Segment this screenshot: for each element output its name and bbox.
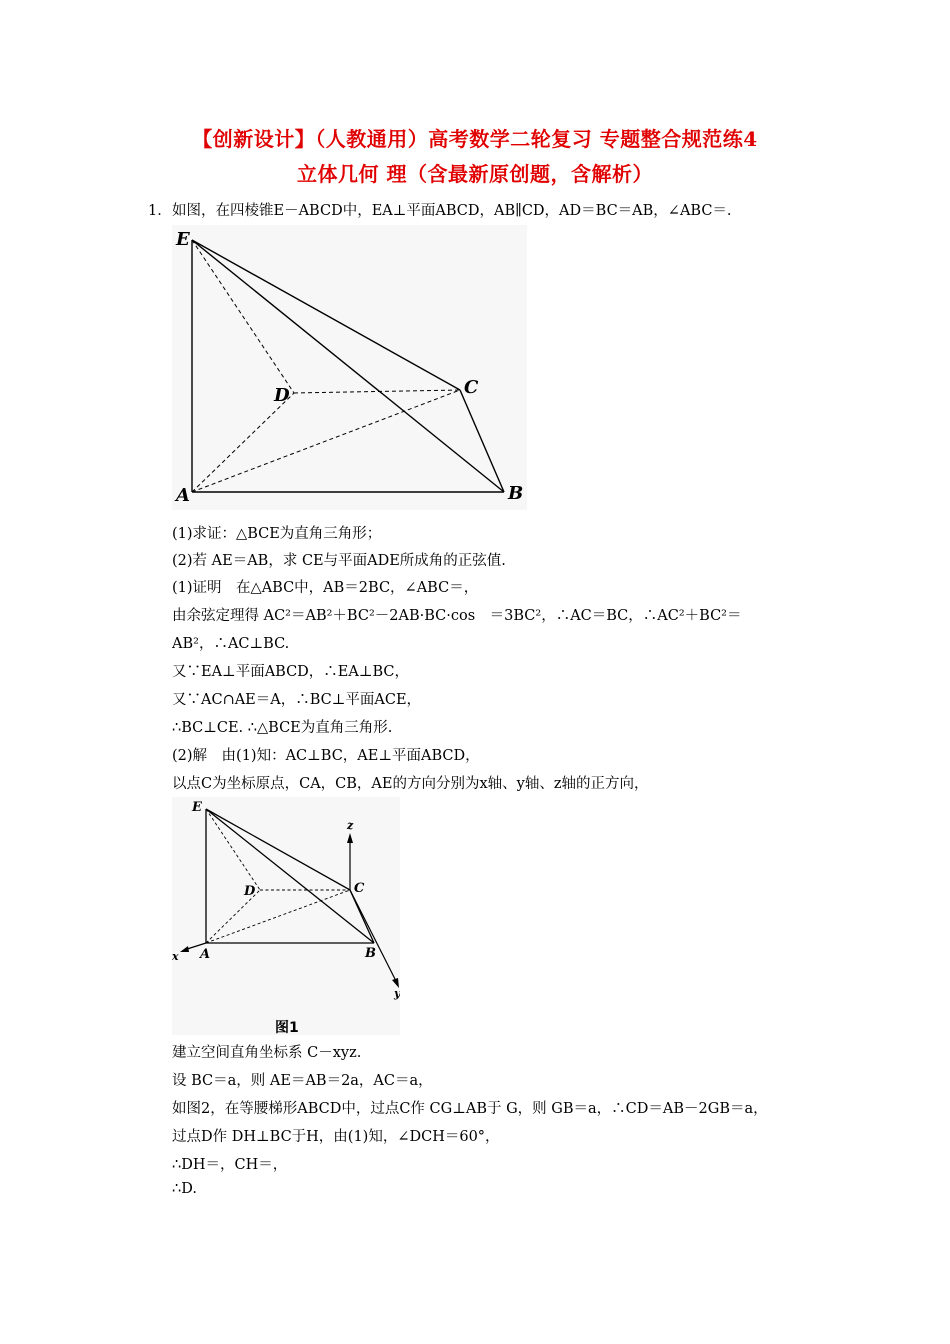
line-12: 设 BC＝a，则 AE＝AB＝2a，AC＝a，: [172, 1073, 433, 1089]
line-6: 又∵EA⊥平面ABCD，∴EA⊥BC，: [172, 664, 410, 680]
label-z: z: [347, 819, 354, 832]
line-1: (1)求证：△BCE为直角三角形；: [172, 526, 382, 542]
label-E: E: [192, 800, 202, 815]
problem-number: 1．: [148, 203, 172, 219]
line-7: 又∵AC∩AE＝A，∴BC⊥平面ACE，: [172, 692, 422, 708]
label-E: E: [176, 229, 190, 250]
line-8: ∴BC⊥CE. ∴△BCE为直角三角形.: [172, 720, 393, 736]
line-15: ∴DH＝，CH＝，: [172, 1157, 288, 1173]
problem-statement: 如图，在四棱锥E－ABCD中，EA⊥平面ABCD，AB∥CD，AD＝BC＝AB，∠ABC＝.: [172, 203, 732, 219]
label-B: B: [508, 483, 524, 504]
label-C: C: [354, 881, 365, 896]
line-3: (1)证明 在△ABC中，AB＝2BC，∠ABC＝，: [172, 580, 479, 596]
label-C: C: [464, 377, 479, 398]
line-11: 建立空间直角坐标系 C－xyz.: [172, 1045, 362, 1061]
line-10: 以点C为坐标原点，CA，CB，AE的方向分别为x轴、y轴、z轴的正方向，: [172, 776, 649, 792]
figure-caption: 图1: [275, 1020, 299, 1036]
label-B: B: [365, 946, 376, 961]
title-line-1: 【创新设计】（人教通用）高考数学二轮复习 专题整合规范练4: [192, 127, 758, 151]
line-2: (2)若 AE＝AB，求 CE与平面ADE所成角的正弦值.: [172, 553, 506, 569]
pyramid-figure: [172, 225, 527, 510]
label-D: D: [244, 884, 256, 899]
line-13: 如图2，在等腰梯形ABCD中，过点C作 CG⊥AB于 G，则 GB＝a，∴CD＝AB－2GB＝a，: [172, 1101, 768, 1117]
label-x: x: [172, 950, 179, 963]
label-A: A: [200, 947, 211, 962]
line-5: AB²，∴AC⊥BC.: [172, 636, 290, 652]
line-9: (2)解 由(1)知：AC⊥BC，AE⊥平面ABCD，: [172, 748, 480, 764]
title-line-2: 立体几何 理（含最新原创题，含解析）: [297, 162, 653, 186]
line-4: 由余弦定理得 AC²＝AB²＋BC²－2AB·BC·cos ＝3BC²，∴AC＝BC，∴AC²＋BC²＝: [172, 608, 742, 624]
line-14: 过点D作 DH⊥BC于H，由(1)知，∠DCH＝60°，: [172, 1129, 500, 1145]
coordinate-figure: [172, 797, 400, 1035]
label-y: y: [394, 987, 400, 1000]
label-A: A: [176, 485, 190, 506]
line-16: ∴D.: [172, 1181, 197, 1197]
label-D: D: [274, 385, 290, 406]
